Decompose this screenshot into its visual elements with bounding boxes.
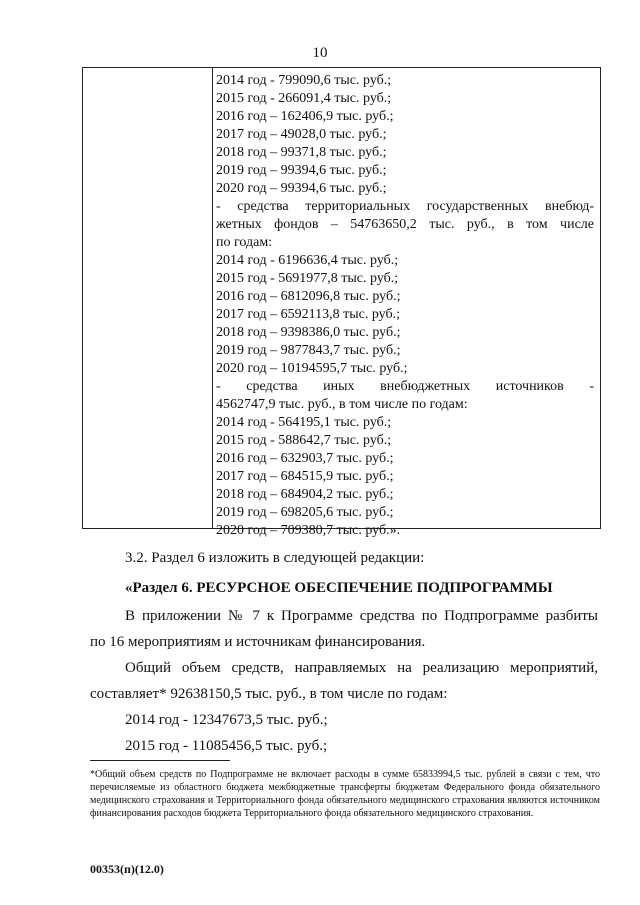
section-heading: «Раздел 6. РЕСУРСНОЕ ОБЕСПЕЧЕНИЕ ПОДПРОГРАММЫ	[125, 580, 553, 596]
table-line: 2016 год – 162406,9 тыс. руб.;	[216, 109, 394, 124]
table-line: 2018 год – 9398386,0 тыс. руб.;	[216, 325, 401, 340]
table-line: 2019 год – 9877843,7 тыс. руб.;	[216, 343, 401, 358]
table-line: 2020 год – 709380,7 тыс. руб.».	[216, 523, 401, 538]
paragraph-1-line-2: по 16 мероприятиям и источникам финансирования.	[90, 634, 426, 650]
table-line: 2019 год – 99394,6 тыс. руб.;	[216, 163, 387, 178]
table-right-cell	[213, 68, 600, 538]
table-line: 2017 год – 49028,0 тыс. руб.;	[216, 127, 387, 142]
table-line: 2016 год – 6812096,8 тыс. руб.;	[216, 289, 401, 304]
table-line: по годам:	[216, 235, 273, 250]
table-line: 2018 год – 99371,8 тыс. руб.;	[216, 145, 387, 160]
table-line: жетных фондов – 54763650,2 тыс. руб., в том числе	[216, 217, 594, 232]
table-line: 2017 год – 684515,9 тыс. руб.;	[216, 469, 394, 484]
footnote-divider	[90, 760, 230, 761]
funding-table	[82, 67, 601, 538]
table-line: 4562747,9 тыс. руб., в том числе по годам:	[216, 397, 468, 412]
paragraph-1-line-1: В приложении № 7 к Программе средства по Подпрограмме разбиты	[125, 608, 598, 624]
table-line: - средства иных внебюджетных источников -	[216, 379, 594, 394]
table-line: 2015 год - 588642,7 тыс. руб.;	[216, 433, 392, 448]
table-line: 2014 год - 564195,1 тыс. руб.;	[216, 415, 392, 430]
table-line: 2019 год – 698205,6 тыс. руб.;	[216, 505, 394, 520]
footnote: *Общий объем средств по Подпрограмме не включает расходы в сумме 65833994,5 тыс. рублей в связи с тем, что перечисляемые из областного бюджета межбюджетные трансферты бюджетам Федерального фонда обязательного медицинского страхования и Территориального фонда обязательного медицинского страхования являются источником финансирования расходов бюджета Территориального фонда обязательного медицинского страхования.	[90, 769, 600, 819]
page-number: 10	[312, 45, 328, 61]
year-2015-line: 2015 год - 11085456,5 тыс. руб.;	[125, 738, 328, 754]
table-line: - средства территориальных государственных внебюд-	[216, 199, 594, 214]
table-line: 2014 год - 6196636,4 тыс. руб.;	[216, 253, 399, 268]
section-intro: 3.2. Раздел 6 изложить в следующей редакции:	[125, 550, 425, 566]
document-code: 00353(п)(12.0)	[90, 862, 164, 876]
paragraph-2-line-2: составляет* 92638150,5 тыс. руб., в том числе по годам:	[90, 686, 448, 702]
table-line: 2014 год - 799090,6 тыс. руб.;	[216, 73, 392, 88]
table-line: 2015 год - 5691977,8 тыс. руб.;	[216, 271, 399, 286]
paragraph-2-line-1: Общий объем средств, направляемых на реализацию мероприятий,	[125, 660, 598, 676]
table-line: 2020 год – 99394,6 тыс. руб.;	[216, 181, 387, 196]
table-line: 2015 год - 266091,4 тыс. руб.;	[216, 91, 392, 106]
year-2014-line: 2014 год - 12347673,5 тыс. руб.;	[125, 712, 328, 728]
table-line: 2016 год – 632903,7 тыс. руб.;	[216, 451, 394, 466]
table-line: 2017 год – 6592113,8 тыс. руб.;	[216, 307, 400, 322]
table-line: 2018 год – 684904,2 тыс. руб.;	[216, 487, 394, 502]
table-line: 2020 год – 10194595,7 тыс. руб.;	[216, 361, 408, 376]
table-left-cell	[83, 68, 213, 528]
